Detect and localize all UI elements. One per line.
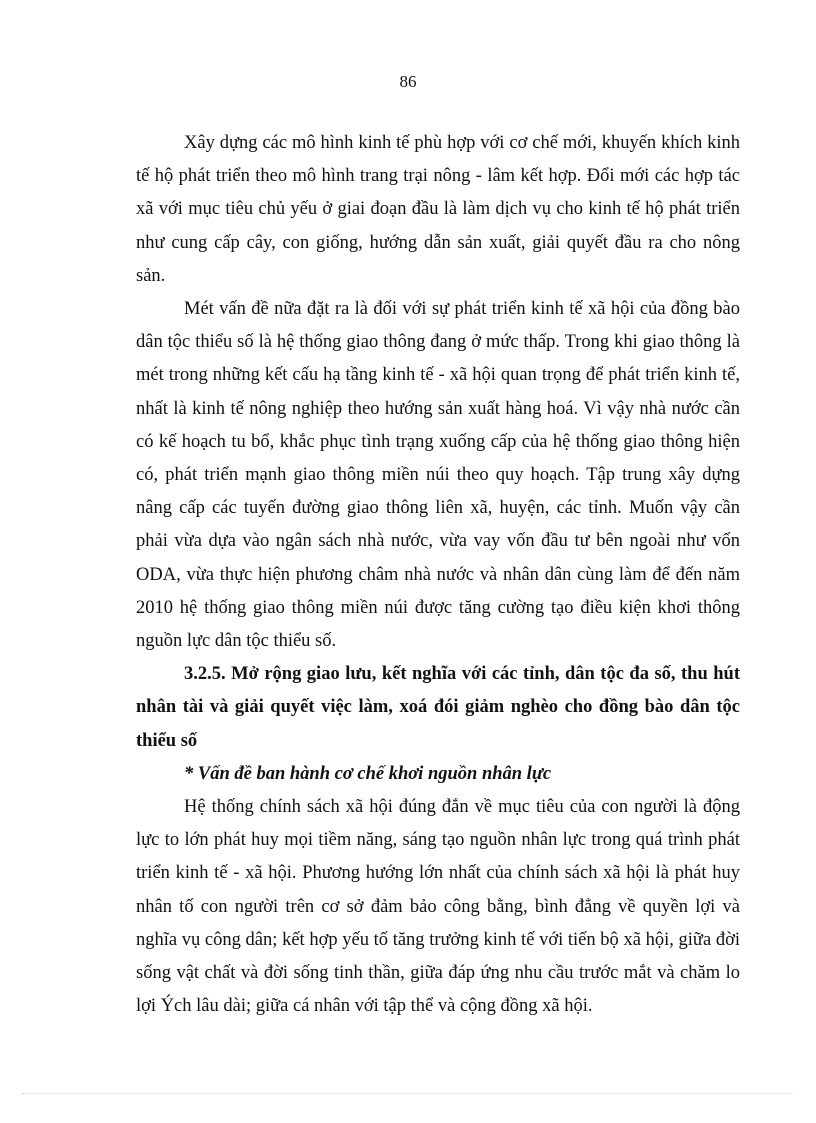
page-number: 86 xyxy=(399,72,417,91)
section-heading: 3.2.5. Mở rộng giao lưu, kết nghĩa với các tỉnh, dân tộc đa số, thu hút nhân tài và giải quyết việc làm, xoá đói giảm nghèo cho đồng bào dân tộc thiểu số xyxy=(136,664,740,751)
footer-divider xyxy=(22,1093,794,1094)
document-body xyxy=(136,127,740,1023)
paragraph-transport-system: Mét vấn đề nữa đặt ra là đối với sự phát triển kinh tế xã hội của đồng bào dân tộc thiểu số là hệ thống giao thông đang ở mức thấp. Trong khi giao thông là mét trong những kết cấu hạ tầng kinh tế - xã hội quan trọng để phát triển kinh tế, nhất là kinh tế nông nghiệp theo hướng sản xuất hàng hoá. Vì vậy nhà nước cần có kế hoạch tu bổ, khắc phục tình trạng xuống cấp của hệ thống giao thông hiện có, phát triển mạnh giao thông miền núi theo quy hoạch. Tập trung xây dựng nâng cấp các tuyến đường giao thông liên xã, huyện, các tỉnh. Muốn vậy cần phải vừa dựa vào ngân sách nhà nước, vừa vay vốn đầu tư bên ngoài như vốn ODA, vừa thực hiện phương châm nhà nước và nhân dân cùng làm để đến năm 2010 hệ thống giao thông miền núi được tăng cường tạo điều kiện khơi thông nguồn lực dân tộc thiểu số. xyxy=(136,299,740,652)
paragraph-economic-models: Xây dựng các mô hình kinh tế phù hợp với cơ chế mới, khuyến khích kinh tế hộ phát triển theo mô hình trang trại nông - lâm kết hợp. Đổi mới các hợp tác xã với mục tiêu chủ yếu ở giai đoạn đầu là làm dịch vụ cho kinh tế hộ phát triển như cung cấp cây, con giống, hướng dẫn sản xuất, giải quyết đầu ra cho nông sản. xyxy=(136,133,740,286)
paragraph-social-policy: Hệ thống chính sách xã hội đúng đắn về mục tiêu của con người là động lực to lớn phát huy mọi tiềm năng, sáng tạo nguồn nhân lực trong quá trình phát triển kinh tế - xã hội. Phương hướng lớn nhất của chính sách xã hội là phát huy nhân tố con người trên cơ sở đảm bảo công bằng, bình đẳng về quyền lợi và nghĩa vụ công dân; kết hợp yếu tố tăng trưởng kinh tế với tiến bộ xã hội, giữa đời sống vật chất và đời sống tinh thần, giữa đáp ứng nhu cầu trước mắt và chăm lo lợi Ých lâu dài; giữa cá nhân với tập thể và cộng đồng xã hội. xyxy=(136,797,740,1017)
subsection-heading: * Vấn đề ban hành cơ chế khơi nguồn nhân lực xyxy=(184,763,552,784)
